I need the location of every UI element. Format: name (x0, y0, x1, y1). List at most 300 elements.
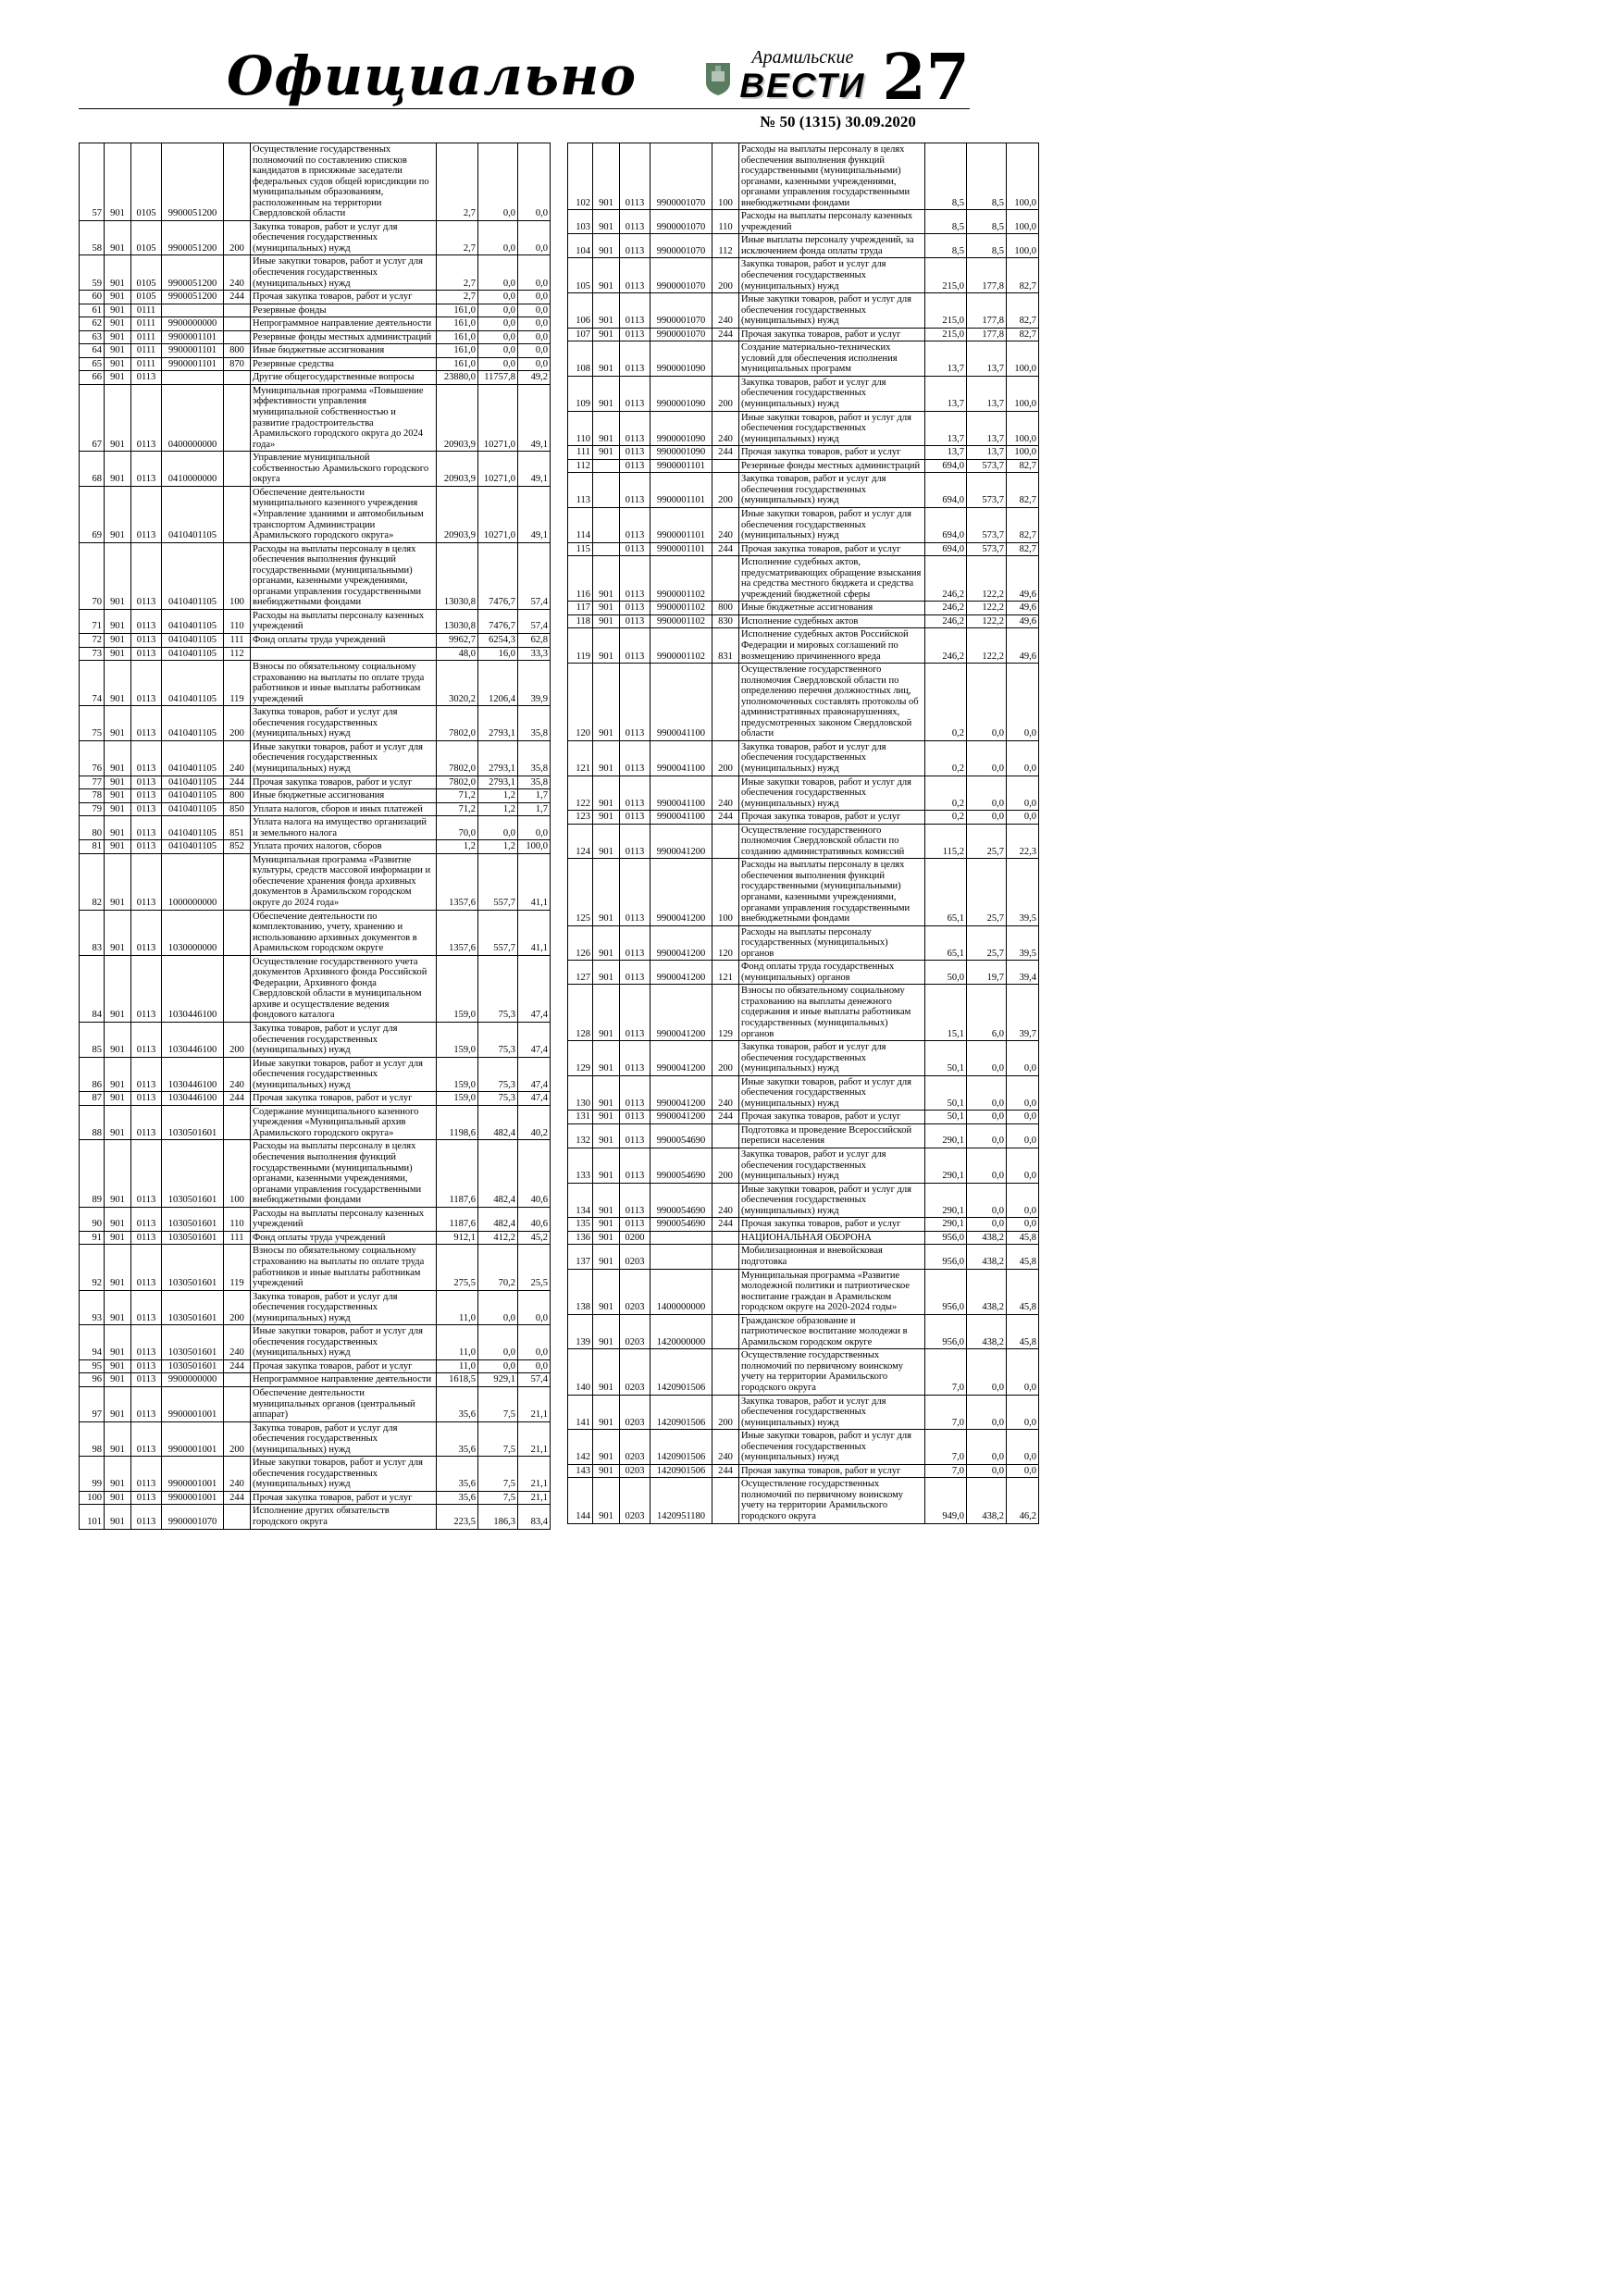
table-row (80, 1491, 551, 1505)
grbs-code-cell: 901 (105, 255, 131, 291)
approved-amount-cell: 1,2 (437, 840, 478, 854)
approved-amount-cell: 956,0 (925, 1314, 967, 1349)
target-item-code-cell: 9900001070 (650, 143, 712, 210)
expense-name-cell: Прочая закупка товаров, работ и услуг (251, 776, 437, 789)
approved-amount-cell: 0,2 (925, 776, 967, 811)
table-row (80, 384, 551, 451)
row-number-cell: 80 (80, 816, 105, 840)
approved-amount-cell: 13030,8 (437, 542, 478, 609)
table-row (80, 452, 551, 487)
row-number-cell: 59 (80, 255, 105, 291)
expense-type-code-cell (224, 1373, 251, 1387)
executed-amount-cell: 0,0 (967, 1218, 1007, 1232)
row-number-cell: 97 (80, 1386, 105, 1421)
row-number-cell: 137 (568, 1245, 593, 1269)
expense-name-cell: Муниципальная программа «Развитие культуры, средств массовой информации и обеспечение хранения фонда архивных документов в Арамильском городском округе до 2024 года» (251, 853, 437, 910)
executed-amount-cell: 0,0 (967, 1123, 1007, 1148)
expense-name-cell: Фонд оплаты труда учреждений (251, 633, 437, 647)
executed-amount-cell: 122,2 (967, 602, 1007, 615)
section-code-cell: 0105 (131, 291, 162, 304)
approved-amount-cell: 956,0 (925, 1231, 967, 1245)
grbs-code-cell (593, 473, 620, 508)
approved-amount-cell: 13,7 (925, 376, 967, 411)
executed-amount-cell: 0,0 (967, 776, 1007, 811)
row-number-cell: 92 (80, 1245, 105, 1290)
executed-amount-cell: 10271,0 (478, 384, 518, 451)
expense-name-cell: Муниципальная программа «Развитие молодежной политики и патриотическое воспитание граждан в Арамильском городском округе на 2020-2024 годы» (739, 1269, 925, 1314)
expense-type-code-cell: 800 (224, 344, 251, 358)
row-number-cell: 86 (80, 1057, 105, 1092)
grbs-code-cell: 901 (105, 661, 131, 706)
section-code-cell: 0113 (131, 955, 162, 1022)
executed-amount-cell: 7476,7 (478, 609, 518, 633)
table-row (80, 661, 551, 706)
percent-cell: 62,8 (518, 633, 551, 647)
approved-amount-cell: 161,0 (437, 330, 478, 344)
grbs-code-cell: 901 (593, 1231, 620, 1245)
expense-name-cell: Прочая закупка товаров, работ и услуг (739, 811, 925, 825)
grbs-code-cell: 901 (105, 776, 131, 789)
expense-type-code-cell: 112 (224, 647, 251, 661)
target-item-code-cell: 9900000000 (162, 317, 224, 331)
executed-amount-cell: 186,3 (478, 1505, 518, 1529)
target-item-code-cell: 9900001101 (162, 330, 224, 344)
executed-amount-cell: 16,0 (478, 647, 518, 661)
target-item-code-cell: 9900001102 (650, 628, 712, 664)
approved-amount-cell: 956,0 (925, 1269, 967, 1314)
section-code-cell: 0203 (620, 1464, 650, 1478)
percent-cell: 0,0 (1007, 1430, 1039, 1465)
expense-name-cell: Иные закупки товаров, работ и услуг для обеспечения государственных (муниципальных) нужд (739, 776, 925, 811)
row-number-cell: 104 (568, 234, 593, 258)
approved-amount-cell: 65,1 (925, 925, 967, 961)
grbs-code-cell: 901 (105, 1359, 131, 1373)
section-code-cell: 0113 (620, 1075, 650, 1111)
approved-amount-cell: 2,7 (437, 255, 478, 291)
executed-amount-cell: 0,0 (967, 1111, 1007, 1124)
budget-table-right-body (568, 143, 1039, 1524)
grbs-code-cell: 901 (105, 1491, 131, 1505)
table-row (80, 802, 551, 816)
expense-type-code-cell (224, 486, 251, 542)
target-item-code-cell: 0410401105 (162, 802, 224, 816)
target-item-code-cell: 9900001102 (650, 602, 712, 615)
row-number-cell: 129 (568, 1041, 593, 1076)
percent-cell: 40,2 (518, 1105, 551, 1140)
executed-amount-cell: 7,5 (478, 1421, 518, 1457)
approved-amount-cell: 11,0 (437, 1325, 478, 1360)
section-code-cell: 0203 (620, 1478, 650, 1523)
section-code-cell: 0105 (131, 220, 162, 255)
grbs-code-cell: 901 (593, 328, 620, 341)
approved-amount-cell: 694,0 (925, 507, 967, 542)
table-row (568, 664, 1039, 741)
target-item-code-cell: 1400000000 (650, 1269, 712, 1314)
section-code-cell: 0113 (131, 542, 162, 609)
approved-amount-cell: 1187,6 (437, 1140, 478, 1207)
table-row (568, 1183, 1039, 1218)
target-item-code-cell: 0410401105 (162, 706, 224, 741)
target-item-code-cell: 9900001070 (650, 328, 712, 341)
grbs-code-cell: 901 (105, 1231, 131, 1245)
approved-amount-cell: 0,2 (925, 740, 967, 776)
expense-type-code-cell: 111 (224, 1231, 251, 1245)
section-code-cell: 0113 (620, 446, 650, 460)
table-row (80, 1023, 551, 1058)
section-code-cell: 0113 (131, 1023, 162, 1058)
expense-name-cell: Прочая закупка товаров, работ и услуг (251, 1359, 437, 1373)
executed-amount-cell: 25,7 (967, 824, 1007, 859)
row-number-cell: 114 (568, 507, 593, 542)
target-item-code-cell: 0410401105 (162, 633, 224, 647)
section-code-cell: 0113 (620, 985, 650, 1041)
executed-amount-cell: 1,2 (478, 840, 518, 854)
executed-amount-cell: 0,0 (478, 330, 518, 344)
expense-name-cell: Взносы по обязательному социальному страхованию на выплаты денежного содержания и иные выплаты работникам государственных (муниципальных) органов (739, 985, 925, 1041)
grbs-code-cell: 901 (105, 330, 131, 344)
executed-amount-cell: 0,0 (967, 1075, 1007, 1111)
expense-name-cell: Обеспечение деятельности по комплектованию, учету, хранению и использованию архивных документов в Арамильском городском округе (251, 910, 437, 955)
approved-amount-cell: 159,0 (437, 1057, 478, 1092)
row-number-cell: 70 (80, 542, 105, 609)
table-row (80, 330, 551, 344)
expense-name-cell: Закупка товаров, работ и услуг для обеспечения государственных (муниципальных) нужд (739, 740, 925, 776)
row-number-cell: 71 (80, 609, 105, 633)
expense-type-code-cell (712, 556, 739, 602)
expense-type-code-cell: 119 (224, 661, 251, 706)
expense-name-cell: Расходы на выплаты персоналу в целях обеспечения выполнения функций государственными (муниципальными) органами, казенными учреждениями, органами управления государственными внебюджетными фондами (739, 143, 925, 210)
executed-amount-cell: 482,4 (478, 1140, 518, 1207)
grbs-code-cell (593, 507, 620, 542)
table-row (568, 143, 1039, 210)
section-code-cell: 0113 (131, 609, 162, 633)
expense-type-code-cell: 800 (224, 789, 251, 803)
expense-name-cell: Прочая закупка товаров, работ и услуг (739, 1111, 925, 1124)
executed-amount-cell: 1,2 (478, 789, 518, 803)
table-row (568, 811, 1039, 825)
section-code-cell: 0113 (131, 633, 162, 647)
grbs-code-cell: 901 (593, 411, 620, 446)
executed-amount-cell: 557,7 (478, 853, 518, 910)
target-item-code-cell: 9900001001 (162, 1421, 224, 1457)
percent-cell: 57,4 (518, 609, 551, 633)
expense-name-cell: Прочая закупка товаров, работ и услуг (739, 1464, 925, 1478)
target-item-code-cell: 0410401105 (162, 740, 224, 776)
target-item-code-cell: 9900054690 (650, 1148, 712, 1184)
expense-name-cell: Гражданское образование и патриотическое воспитание молодежи в Арамильском городском округе (739, 1314, 925, 1349)
approved-amount-cell: 1618,5 (437, 1373, 478, 1387)
grbs-code-cell: 901 (105, 452, 131, 487)
section-code-cell: 0113 (131, 1105, 162, 1140)
section-code-cell: 0113 (620, 1218, 650, 1232)
target-item-code-cell: 9900001090 (650, 376, 712, 411)
section-code-cell: 0113 (620, 628, 650, 664)
page-header (79, 40, 970, 115)
executed-amount-cell: 0,0 (967, 664, 1007, 741)
target-item-code-cell: 9900001101 (650, 473, 712, 508)
expense-name-cell: Другие общегосударственные вопросы (251, 371, 437, 385)
percent-cell: 49,6 (1007, 556, 1039, 602)
table-row (80, 1092, 551, 1106)
approved-amount-cell: 7,0 (925, 1349, 967, 1395)
expense-type-code-cell: 200 (224, 706, 251, 741)
row-number-cell: 63 (80, 330, 105, 344)
percent-cell: 47,4 (518, 1023, 551, 1058)
row-number-cell: 61 (80, 304, 105, 317)
row-number-cell: 79 (80, 802, 105, 816)
expense-type-code-cell: 244 (712, 1218, 739, 1232)
table-row (568, 1478, 1039, 1523)
row-number-cell: 130 (568, 1075, 593, 1111)
grbs-code-cell: 901 (593, 925, 620, 961)
table-row (568, 776, 1039, 811)
percent-cell: 45,8 (1007, 1245, 1039, 1269)
row-number-cell: 77 (80, 776, 105, 789)
target-item-code-cell: 1030446100 (162, 1092, 224, 1106)
target-item-code-cell: 9900051200 (162, 143, 224, 221)
table-row (80, 740, 551, 776)
executed-amount-cell: 7,5 (478, 1491, 518, 1505)
expense-type-code-cell: 100 (224, 1140, 251, 1207)
approved-amount-cell: 11,0 (437, 1290, 478, 1325)
grbs-code-cell: 901 (105, 304, 131, 317)
table-row (568, 961, 1039, 985)
row-number-cell: 69 (80, 486, 105, 542)
approved-amount-cell: 290,1 (925, 1123, 967, 1148)
expense-name-cell: Закупка товаров, работ и услуг для обеспечения государственных (муниципальных) нужд (739, 258, 925, 293)
executed-amount-cell: 573,7 (967, 473, 1007, 508)
expense-type-code-cell: 110 (224, 609, 251, 633)
section-code-cell: 0203 (620, 1395, 650, 1430)
approved-amount-cell: 71,2 (437, 802, 478, 816)
executed-amount-cell: 557,7 (478, 910, 518, 955)
approved-amount-cell: 35,6 (437, 1421, 478, 1457)
table-row (80, 291, 551, 304)
section-code-cell: 0113 (620, 507, 650, 542)
section-code-cell: 0113 (620, 614, 650, 628)
row-number-cell: 81 (80, 840, 105, 854)
expense-type-code-cell (712, 1231, 739, 1245)
coat-of-arms-icon (704, 61, 732, 101)
approved-amount-cell: 20903,9 (437, 384, 478, 451)
grbs-code-cell: 901 (105, 609, 131, 633)
table-row (568, 1269, 1039, 1314)
grbs-code-cell: 901 (105, 357, 131, 371)
section-code-cell: 0113 (620, 459, 650, 473)
expense-name-cell: Осуществление государственного полномочия Свердловской области по созданию административных комиссий (739, 824, 925, 859)
approved-amount-cell: 115,2 (925, 824, 967, 859)
expense-name-cell: Закупка товаров, работ и услуг для обеспечения государственных (муниципальных) нужд (739, 1395, 925, 1430)
expense-name-cell: Прочая закупка товаров, работ и услуг (251, 1092, 437, 1106)
percent-cell: 39,7 (1007, 985, 1039, 1041)
row-number-cell: 132 (568, 1123, 593, 1148)
executed-amount-cell: 0,0 (967, 1349, 1007, 1395)
table-row (568, 341, 1039, 377)
section-code-cell: 0113 (131, 1207, 162, 1231)
percent-cell: 35,8 (518, 706, 551, 741)
expense-type-code-cell (712, 341, 739, 377)
row-number-cell: 87 (80, 1092, 105, 1106)
executed-amount-cell: 11757,8 (478, 371, 518, 385)
approved-amount-cell: 246,2 (925, 602, 967, 615)
percent-cell: 21,1 (518, 1421, 551, 1457)
approved-amount-cell: 7,0 (925, 1430, 967, 1465)
executed-amount-cell: 929,1 (478, 1373, 518, 1387)
expense-name-cell: Взносы по обязательному социальному страхованию на выплаты по оплате труда работников и иные выплаты работникам учреждений (251, 661, 437, 706)
section-code-cell: 0105 (131, 143, 162, 221)
expense-type-code-cell (712, 1349, 739, 1395)
table-row (80, 840, 551, 854)
expense-type-code-cell: 100 (224, 542, 251, 609)
expense-type-code-cell (224, 143, 251, 221)
target-item-code-cell: 1420901506 (650, 1430, 712, 1465)
percent-cell: 45,8 (1007, 1314, 1039, 1349)
expense-type-code-cell (224, 1386, 251, 1421)
grbs-code-cell: 901 (105, 1457, 131, 1492)
executed-amount-cell: 122,2 (967, 628, 1007, 664)
percent-cell: 100,0 (1007, 210, 1039, 234)
expense-type-code-cell: 244 (224, 1359, 251, 1373)
grbs-code-cell: 901 (105, 291, 131, 304)
budget-tables (79, 143, 1036, 1530)
expense-name-cell: Расходы на выплаты персоналу в целях обеспечения выполнения функций государственными (муниципальными) органами, казенными учреждениями, органами управления государственными внебюджетными фондами (739, 859, 925, 925)
row-number-cell: 126 (568, 925, 593, 961)
percent-cell: 21,1 (518, 1386, 551, 1421)
percent-cell: 0,0 (518, 816, 551, 840)
percent-cell: 49,1 (518, 384, 551, 451)
expense-type-code-cell (712, 824, 739, 859)
grbs-code-cell: 901 (593, 293, 620, 329)
table-row (568, 293, 1039, 329)
target-item-code-cell: 9900001101 (650, 507, 712, 542)
section-code-cell: 0200 (620, 1231, 650, 1245)
grbs-code-cell: 901 (105, 1023, 131, 1058)
grbs-code-cell: 901 (105, 740, 131, 776)
table-row (80, 1245, 551, 1290)
table-row (80, 317, 551, 331)
row-number-cell: 127 (568, 961, 593, 985)
expense-name-cell: Расходы на выплаты персоналу казенных учреждений (739, 210, 925, 234)
expense-type-code-cell (712, 1245, 739, 1269)
grbs-code-cell: 901 (593, 376, 620, 411)
percent-cell: 0,0 (1007, 1148, 1039, 1184)
executed-amount-cell: 0,0 (967, 1395, 1007, 1430)
percent-cell: 21,1 (518, 1457, 551, 1492)
expense-type-code-cell: 244 (224, 776, 251, 789)
expense-type-code-cell (224, 304, 251, 317)
table-row (80, 853, 551, 910)
target-item-code-cell: 1030501601 (162, 1207, 224, 1231)
grbs-code-cell: 901 (105, 542, 131, 609)
executed-amount-cell: 438,2 (967, 1245, 1007, 1269)
expense-type-code-cell: 850 (224, 802, 251, 816)
grbs-code-cell: 901 (593, 258, 620, 293)
grbs-code-cell: 901 (593, 961, 620, 985)
percent-cell: 0,0 (518, 344, 551, 358)
approved-amount-cell: 8,5 (925, 143, 967, 210)
approved-amount-cell: 1357,6 (437, 853, 478, 910)
target-item-code-cell: 0410401105 (162, 840, 224, 854)
percent-cell: 35,8 (518, 740, 551, 776)
expense-type-code-cell: 830 (712, 614, 739, 628)
table-row (568, 1041, 1039, 1076)
percent-cell: 39,5 (1007, 859, 1039, 925)
approved-amount-cell: 50,1 (925, 1111, 967, 1124)
section-code-cell: 0113 (131, 1359, 162, 1373)
grbs-code-cell: 901 (593, 602, 620, 615)
expense-type-code-cell: 240 (712, 411, 739, 446)
expense-name-cell: Содержание муниципального казенного учреждения «Муниципальный архив Арамильского городского округа» (251, 1105, 437, 1140)
expense-name-cell: Взносы по обязательному социальному страхованию на выплаты по оплате труда работников и иные выплаты работникам учреждений (251, 1245, 437, 1290)
approved-amount-cell: 246,2 (925, 614, 967, 628)
percent-cell: 49,6 (1007, 602, 1039, 615)
expense-name-cell: Исполнение судебных актов, предусматривающих обращение взыскания на средства местного бюджета и средства учреждений бюджетной сферы (739, 556, 925, 602)
expense-name-cell: Иные закупки товаров, работ и услуг для обеспечения государственных (муниципальных) нужд (739, 411, 925, 446)
row-number-cell: 102 (568, 143, 593, 210)
table-row (80, 609, 551, 633)
target-item-code-cell: 9900001070 (650, 210, 712, 234)
row-number-cell: 113 (568, 473, 593, 508)
target-item-code-cell: 0410401105 (162, 542, 224, 609)
target-item-code-cell: 1030501601 (162, 1105, 224, 1140)
table-row (80, 1359, 551, 1373)
percent-cell: 82,7 (1007, 258, 1039, 293)
row-number-cell: 117 (568, 602, 593, 615)
row-number-cell: 82 (80, 853, 105, 910)
expense-name-cell: Расходы на выплаты персоналу в целях обеспечения выполнения функций государственными (муниципальными) органами, казенными учреждениями, органами управления государственными внебюджетными фондами (251, 542, 437, 609)
percent-cell: 100,0 (1007, 411, 1039, 446)
grbs-code-cell: 901 (593, 776, 620, 811)
grbs-code-cell: 901 (593, 210, 620, 234)
executed-amount-cell: 0,0 (967, 1464, 1007, 1478)
executed-amount-cell: 482,4 (478, 1207, 518, 1231)
approved-amount-cell: 23880,0 (437, 371, 478, 385)
expense-type-code-cell (224, 1505, 251, 1529)
executed-amount-cell: 0,0 (478, 1290, 518, 1325)
expense-name-cell: Фонд оплаты труда учреждений (251, 1231, 437, 1245)
expense-type-code-cell (224, 1105, 251, 1140)
expense-name-cell: Иные закупки товаров, работ и услуг для обеспечения государственных (муниципальных) нужд (251, 255, 437, 291)
target-item-code-cell: 1030501601 (162, 1140, 224, 1207)
expense-name-cell: Уплата налога на имущество организаций и земельного налога (251, 816, 437, 840)
section-code-cell: 0113 (620, 411, 650, 446)
approved-amount-cell: 70,0 (437, 816, 478, 840)
row-number-cell: 105 (568, 258, 593, 293)
section-code-cell: 0113 (620, 542, 650, 556)
executed-amount-cell: 7,5 (478, 1457, 518, 1492)
expense-name-cell: Иные закупки товаров, работ и услуг для обеспечения государственных (муниципальных) нужд (739, 1430, 925, 1465)
table-row (80, 304, 551, 317)
approved-amount-cell: 1198,6 (437, 1105, 478, 1140)
section-code-cell: 0113 (131, 647, 162, 661)
percent-cell: 0,0 (518, 220, 551, 255)
section-code-cell: 0113 (620, 1041, 650, 1076)
grbs-code-cell: 901 (593, 1148, 620, 1184)
row-number-cell: 75 (80, 706, 105, 741)
section-code-cell: 0113 (131, 1386, 162, 1421)
target-item-code-cell: 9900051200 (162, 291, 224, 304)
expense-type-code-cell (224, 955, 251, 1022)
percent-cell: 1,7 (518, 802, 551, 816)
percent-cell: 49,6 (1007, 628, 1039, 664)
grbs-code-cell: 901 (105, 840, 131, 854)
table-row (80, 816, 551, 840)
section-code-cell: 0113 (131, 384, 162, 451)
percent-cell: 0,0 (1007, 776, 1039, 811)
row-number-cell: 141 (568, 1395, 593, 1430)
expense-type-code-cell: 200 (712, 473, 739, 508)
table-row (568, 411, 1039, 446)
